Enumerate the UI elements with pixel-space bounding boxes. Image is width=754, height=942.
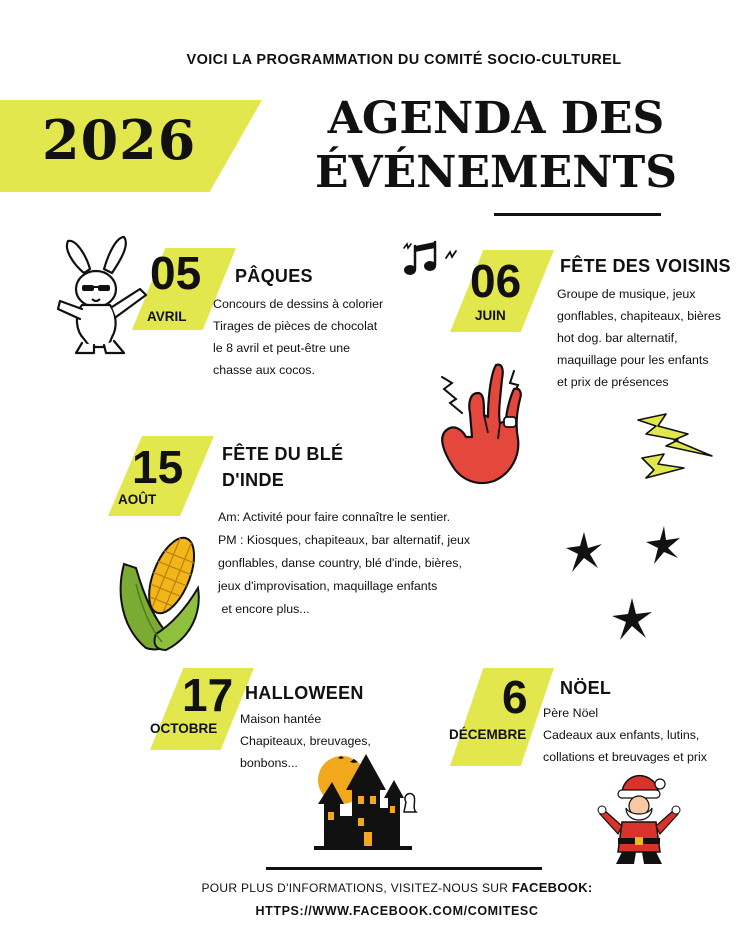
facebook-label: FACEBOOK: <box>511 880 593 895</box>
corn-icon <box>106 524 206 654</box>
title-divider <box>494 213 661 216</box>
rock-hand-icon <box>434 363 546 491</box>
facebook-link[interactable]: HTTPS://WWW.FACEBOOK.COM/COMITESC <box>255 904 539 918</box>
event-title: FÊTE DU BLÉ D'INDE <box>222 444 344 490</box>
event-description: Concours de dessins à colorier Tirages de pièces de chocolat le 8 avril et peut-être une chasse aux cocos. <box>213 297 384 377</box>
title-line-1: AGENDA DES <box>327 93 665 144</box>
stars-icon <box>564 526 688 644</box>
event-title: NÖEL <box>560 678 612 698</box>
year-label: 2026 <box>42 108 197 172</box>
event-title: PÂQUES <box>235 266 313 286</box>
event-description: Groupe de musique, jeux gonflables, chapiteaux, bières hot dog. bar alternatif, maquillage pour les enfants et prix de présences <box>557 287 721 389</box>
event-day: 15 <box>132 441 184 493</box>
event-description: Am: Activité pour faire connaître le sentier. PM : Kiosques, chapiteaux, bar alternatif, jeux gonflables, danse country, blé d'inde, bières, jeux d'improvisation, maquillage enfants et encore plus... <box>218 510 471 616</box>
page-subtitle: VOICI LA PROGRAMMATION DU COMITÉ SOCIO-CULTUREL <box>186 52 622 68</box>
event-title: FÊTE DES VOISINS <box>560 256 731 276</box>
event-day: 17 <box>182 669 234 721</box>
event-day: 6 <box>502 671 528 723</box>
haunted-house-icon <box>312 746 418 850</box>
footer-divider <box>266 867 542 870</box>
music-notes-icon <box>402 238 460 280</box>
event-month: DÉCEMBRE <box>449 727 527 742</box>
event-month: AOÛT <box>118 492 157 507</box>
footer-info: POUR PLUS D'INFORMATIONS, VISITEZ-NOUS SUR FACEBOOK: <box>201 880 593 895</box>
event-title: HALLOWEEN <box>245 683 364 703</box>
lightning-icon <box>636 412 714 480</box>
event-day: 06 <box>470 255 522 307</box>
event-month: JUIN <box>475 308 506 323</box>
event-description: Maison hantée Chapiteaux, breuvages, bonbons... <box>240 712 371 770</box>
santa-icon <box>596 768 680 868</box>
dabbing-bunny-icon <box>54 235 154 357</box>
event-month: AVRIL <box>147 309 187 324</box>
title-line-2: ÉVÉNEMENTS <box>315 147 677 198</box>
event-month: OCTOBRE <box>150 721 218 736</box>
event-day: 05 <box>150 247 202 299</box>
event-description: Père Nöel Cadeaux aux enfants, lutins, collations et breuvages et prix <box>543 706 707 764</box>
